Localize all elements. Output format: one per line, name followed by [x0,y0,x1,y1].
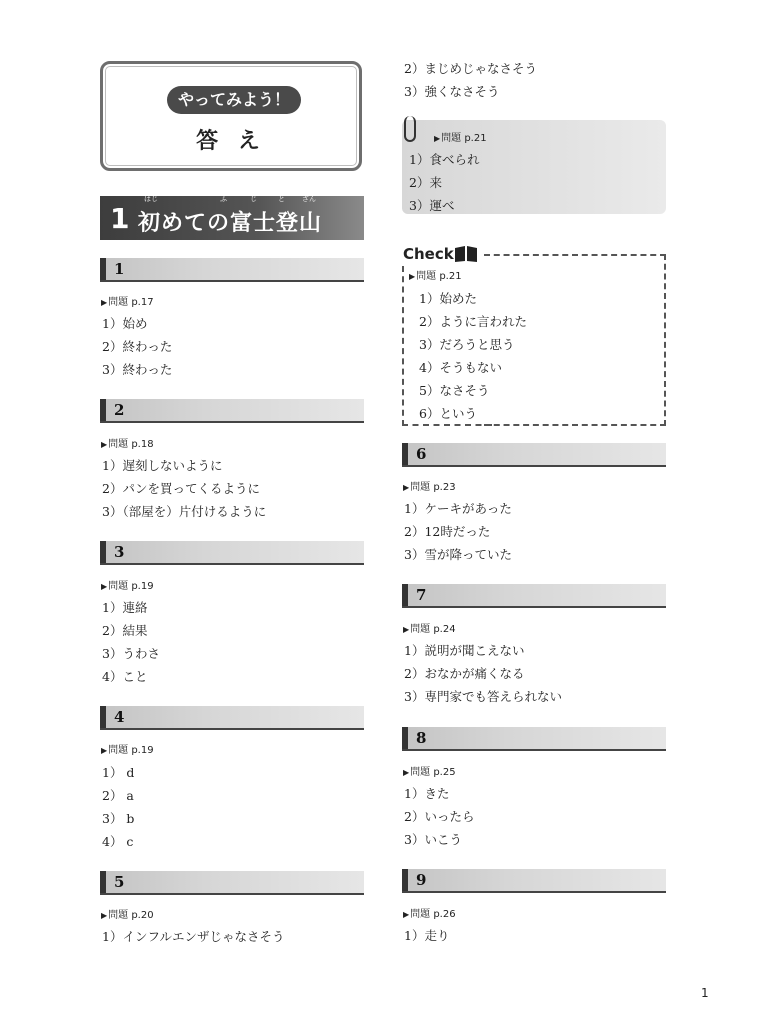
answer: 2） a [102,788,134,803]
right-triangle-icon: ▶ [101,746,108,755]
answer: 1）連絡 [102,600,148,615]
section-header-4 [100,706,364,730]
answers-heading: 答 え [196,129,266,154]
answer: 3）だろうと思う [419,337,515,352]
reference [409,267,462,282]
right-triangle-icon: ▶ [403,483,410,492]
answers-title-box [100,61,362,171]
section-number: 4 [114,708,125,726]
answer: 1） d [102,765,135,780]
answer: 2）ように言われた [419,314,527,329]
section-header-6 [402,443,666,467]
section-number: 7 [416,586,427,604]
reference-text: 問題 p.25 [410,767,456,778]
right-triangle-icon: ▶ [409,272,416,281]
reference-text: 問題 p.17 [108,297,154,308]
answer: 2）まじめじゃなさそう [404,61,537,76]
answer: 5）なさそう [419,383,490,398]
right-triangle-icon: ▶ [101,911,108,920]
section-number: 2 [114,401,125,419]
section-number: 3 [114,543,125,561]
reference [101,577,154,592]
answer: 3）雪が降っていた [404,547,512,562]
reference-text: 問題 p.19 [108,581,154,592]
section-header-8 [402,727,666,751]
try-it-badge: やってみよう！ [167,86,301,114]
furigana: はじ [144,195,158,203]
lesson-banner [100,196,364,240]
lesson-number: 1 [110,202,130,235]
check-label: Check [403,245,454,263]
reference-text: 問題 p.24 [410,624,456,635]
section-header-2 [100,399,364,423]
answer: 3）（部屋を）片付けるように [102,504,267,519]
furigana: ふ [220,195,227,203]
reference [101,741,154,756]
answer: 2）終わった [102,339,173,354]
answer: 1）遅刻しないように [102,458,223,473]
section-header-5 [100,871,364,895]
answer: 3） b [102,811,135,826]
reference [403,620,456,635]
section-number: 5 [114,873,125,891]
answer: 1）きた [404,786,450,801]
reference-text: 問題 p.20 [108,910,154,921]
paperclip-icon [404,116,416,142]
answer: 4）こと [102,669,148,684]
answer: 2）12時だった [404,524,491,539]
check-box-frame-bottom [402,424,492,426]
answer: 1）始めた [419,291,477,306]
answer: 3）専門家でも答えられない [404,689,562,704]
furigana: ざん [302,195,316,203]
reference [101,906,154,921]
right-triangle-icon: ▶ [101,440,108,449]
answer: 4）そうもない [419,360,502,375]
answer: 3）いこう [404,832,462,847]
lesson-title: 初めての富士登山 [138,211,323,236]
answer: 2）パンを買ってくるように [102,481,260,496]
reference-text: 問題 p.23 [410,482,456,493]
book-icon [454,246,478,262]
answer: 3）強くなさそう [404,84,500,99]
reference-text: 問題 p.21 [416,271,462,282]
answer: 4） c [102,834,134,849]
reference [101,435,154,450]
answer: 1）ケーキがあった [404,501,512,516]
right-triangle-icon: ▶ [434,134,441,143]
reference-text: 問題 p.21 [441,133,487,144]
furigana: と [278,195,285,203]
answer: 1）始め [102,316,148,331]
section-header-1 [100,258,364,282]
right-triangle-icon: ▶ [101,298,108,307]
reference [434,129,487,144]
section-number: 8 [416,729,427,747]
reference [403,905,456,920]
right-triangle-icon: ▶ [403,910,410,919]
answer: 2）結果 [102,623,148,638]
reference-text: 問題 p.26 [410,909,456,920]
answer: 2）いったら [404,809,475,824]
answer: 6）という [419,406,477,421]
right-triangle-icon: ▶ [403,625,410,634]
section-header-7 [402,584,666,608]
answer: 1）インフルエンザじゃなさそう [102,929,285,944]
answer: 3）運べ [409,198,455,213]
reference [403,478,456,493]
answer: 1）説明が聞こえない [404,643,525,658]
answer: 1）食べられ [409,152,480,167]
check-box-frame-left [402,266,404,426]
section-number: 9 [416,871,427,889]
reference [403,763,456,778]
section-number: 1 [114,260,125,278]
furigana: じ [250,195,257,203]
section-header-3 [100,541,364,565]
answer: 1）走り [404,928,450,943]
reference-text: 問題 p.19 [108,745,154,756]
answer: 2）来 [409,175,442,190]
right-triangle-icon: ▶ [403,768,410,777]
page-number: 1 [701,986,709,1000]
answer: 3）終わった [102,362,173,377]
right-triangle-icon: ▶ [101,582,108,591]
answer: 2）おなかが痛くなる [404,666,525,681]
section-number: 6 [416,445,427,463]
section-header-9 [402,869,666,893]
reference [101,293,154,308]
answer: 3）うわさ [102,646,160,661]
reference-text: 問題 p.18 [108,439,154,450]
